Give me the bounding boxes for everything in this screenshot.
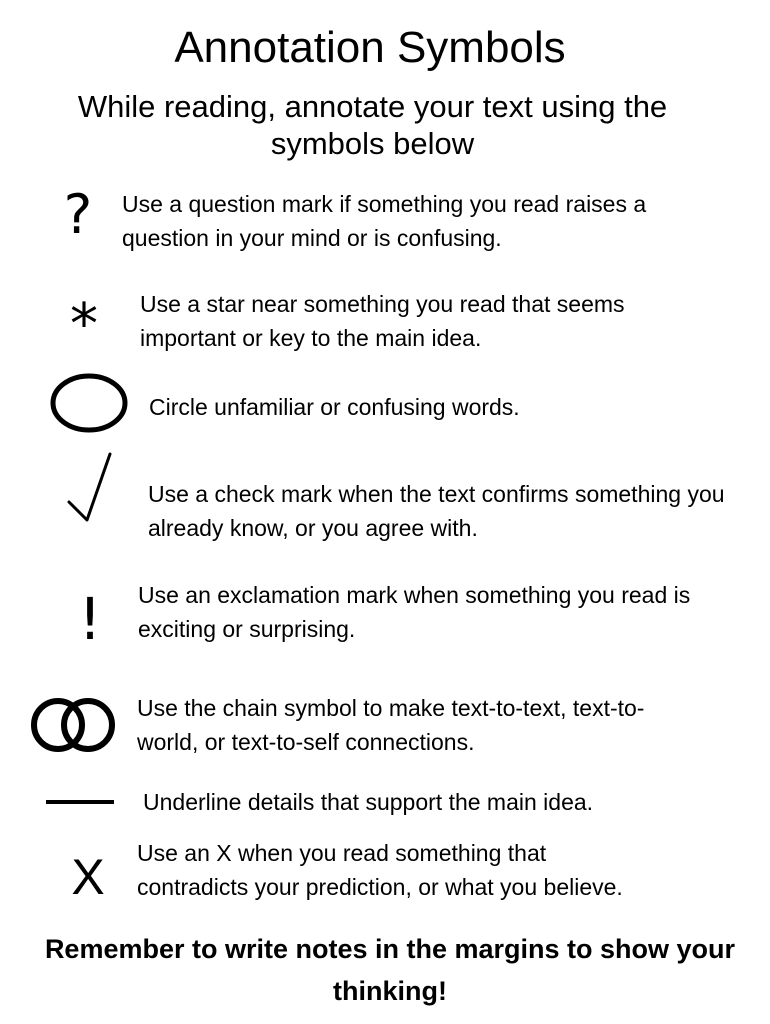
exclamation-mark-description: Use an exclamation mark when something you read is exciting or surprising.: [138, 582, 691, 642]
x-mark-description: Use an X when you read something that contradicts your prediction, or what you believe.: [137, 840, 623, 900]
question-mark-description: Use a question mark if something you read raises a question in your mind or is confusing.: [122, 191, 647, 251]
footer-reminder: Remember to write notes in the margins to show your thinking!: [44, 934, 736, 1006]
question-mark-icon: ?: [63, 183, 93, 246]
star-icon: *: [70, 292, 98, 357]
chain-icon: [28, 692, 118, 758]
chain-description: Use the chain symbol to make text-to-text, text-to-world, or text-to-self connections.: [137, 695, 645, 755]
check-mark-icon: [64, 448, 116, 526]
circle-description: Circle unfamiliar or confusing words.: [149, 394, 520, 420]
x-mark-icon: X: [71, 849, 105, 905]
underline-icon: [44, 798, 116, 806]
circle-icon: [48, 372, 130, 434]
exclamation-mark-icon: !: [78, 585, 102, 653]
underline-description: Underline details that support the main idea.: [143, 789, 594, 815]
check-mark-description: Use a check mark when the text confirms something you already know, or you agree with.: [148, 481, 725, 541]
page-subtitle: While reading, annotate your text using the symbols below: [77, 89, 668, 161]
star-description: Use a star near something you read that seems important or key to the main idea.: [140, 291, 625, 351]
page-title: Annotation Symbols: [174, 23, 566, 72]
